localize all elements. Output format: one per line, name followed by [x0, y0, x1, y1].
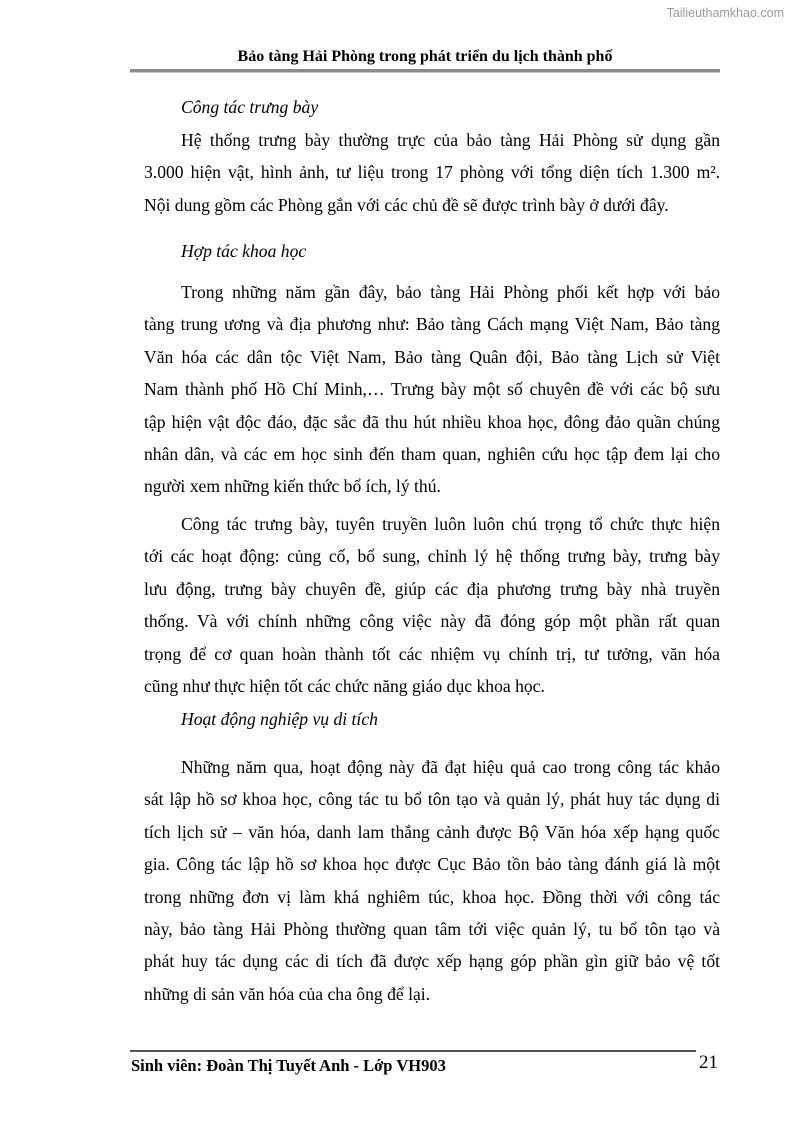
text-line: người xem những kiến thức bổ ích, lý thú.	[144, 476, 441, 497]
text-line: tới các hoạt động: củng cố, bổ sung, chỉnh lý hệ thống trưng bày, trưng bày	[144, 546, 720, 567]
watermark: Tailieuthamkhao.com	[666, 6, 784, 20]
text-line: sát lập hồ sơ khoa học, công tác tu bổ tôn tạo và quản lý, phát huy tác dụng di	[144, 789, 720, 810]
text-line: cũng như thực hiện tốt các chức năng giáo dục khoa học.	[144, 676, 545, 697]
text-line: 3.000 hiện vật, hình ảnh, tư liệu trong 17 phòng với tổng diện tích 1.300 m².	[144, 162, 720, 183]
text-line: lưu động, trưng bày chuyên đề, giúp các địa phương trưng bày nhà truyền	[144, 578, 720, 599]
text-line: những di sản văn hóa của cha ông để lại.	[144, 983, 431, 1004]
text-line: phát huy tác dụng các di tích đã được xếp hạng góp phần gìn giữ bảo vệ tốt	[144, 951, 720, 972]
header-rule	[130, 69, 720, 73]
text-line: Nam thành phố Hồ Chí Minh,… Trưng bày một số chuyên đề với các bộ sưu	[144, 379, 720, 400]
paragraph	[144, 508, 720, 702]
section-heading: Hợp tác khoa học	[181, 241, 307, 261]
text-line: trong những đơn vị làm khá nghiêm túc, khoa học. Đồng thời với công tác	[144, 886, 720, 907]
paragraph	[144, 124, 720, 221]
text-line: tàng trung ương và địa phương như: Bảo tàng Cách mạng Việt Nam, Bảo tàng	[144, 314, 720, 335]
text-line: Những năm qua, hoạt động này đã đạt hiệu quả cao trong công tác khảo	[181, 757, 720, 777]
text-line: gia. Công tác lập hồ sơ khoa học được Cục Bảo tồn bảo tàng đánh giá là một	[144, 854, 720, 875]
text-line: Nội dung gồm các Phòng gắn với các chủ đề sẽ được trình bày ở dưới đây.	[144, 194, 669, 215]
text-line: Văn hóa các dân tộc Việt Nam, Bảo tàng Quân đội, Bảo tàng Lịch sử Việt	[144, 346, 720, 367]
footer-author: Sinh viên: Đoàn Thị Tuyết Anh - Lớp VH903	[131, 1056, 446, 1075]
text-line: Công tác trưng bày, tuyên truyền luôn luôn chú trọng tổ chức thực hiện	[181, 514, 720, 534]
text-line: thống. Và với chính những công việc này đã đóng góp một phần rất quan	[144, 611, 720, 632]
section-heading: Công tác trưng bày	[181, 97, 319, 117]
text-line: trọng để cơ quan hoàn thành tốt các nhiệm vụ chính trị, tư tưởng, văn hóa	[144, 643, 720, 664]
text-line: tích lịch sử – văn hóa, danh lam thắng cảnh được Bộ Văn hóa xếp hạng quốc	[144, 821, 720, 842]
text-line: Trong những năm gần đây, bảo tàng Hải Phòng phối kết hợp với bảo	[181, 282, 720, 302]
text-line: này, bảo tàng Hải Phòng thường quan tâm tới việc quản lý, tu bổ tôn tạo và	[144, 919, 720, 940]
text-line: nhân dân, và các em học sinh đến tham quan, nghiên cứu học tập đem lại cho	[144, 444, 720, 465]
running-header: Bảo tàng Hải Phòng trong phát triển du lịch thành phố	[237, 48, 613, 65]
paragraph	[144, 276, 720, 503]
text-line: tập hiện vật độc đáo, đặc sắc đã thu hút nhiều khoa học, đông đảo quần chúng	[144, 411, 720, 432]
footer-rule	[130, 1050, 696, 1052]
text-line: Hệ thống trưng bày thường trực của bảo tàng Hải Phòng sử dụng gần	[181, 130, 720, 150]
page-number: 21	[699, 1052, 718, 1073]
section-heading: Hoạt động nghiệp vụ di tích	[181, 709, 378, 729]
paragraph	[144, 751, 720, 1010]
